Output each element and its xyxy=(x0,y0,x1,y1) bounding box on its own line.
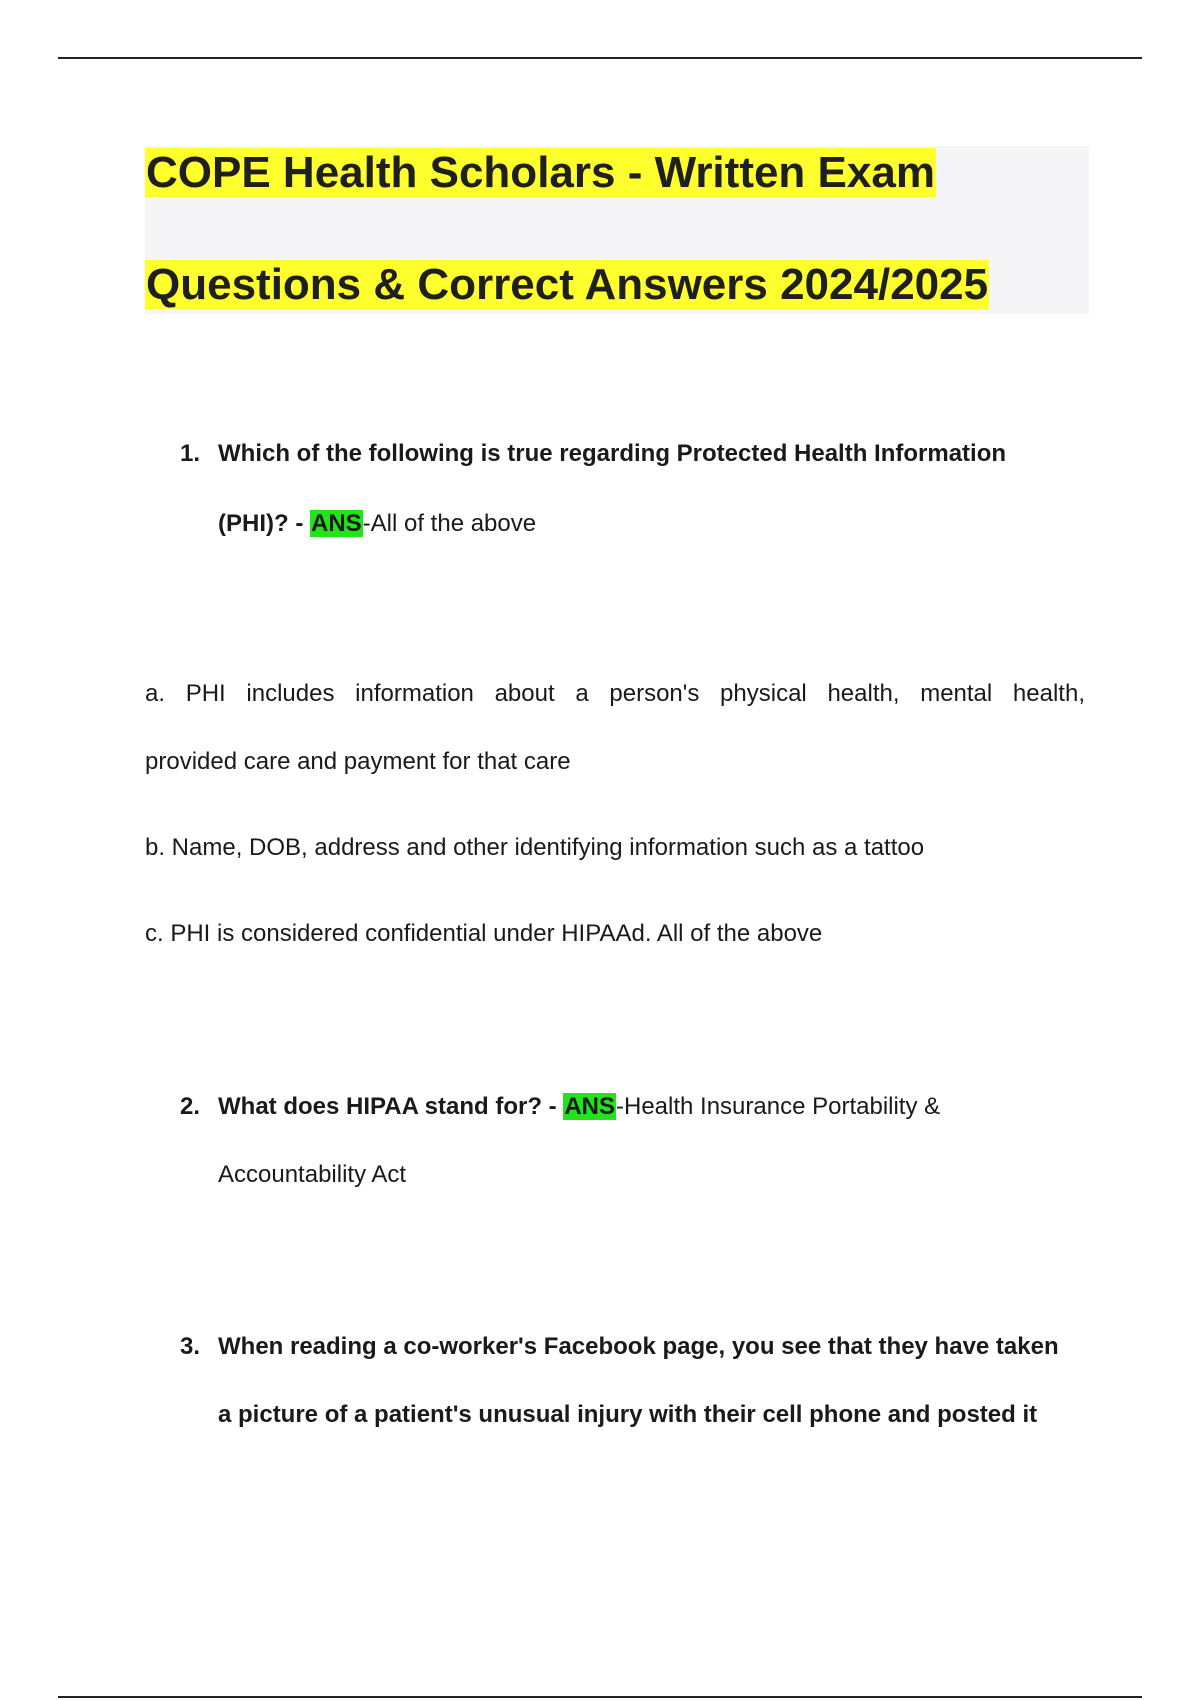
question-text-line-2: a picture of a patient's unusual injury with their cell phone and posted it xyxy=(218,1401,1038,1428)
ans-badge: ANS xyxy=(564,1093,615,1120)
question-number: 2. xyxy=(180,1093,201,1120)
document-title-line-1: COPE Health Scholars - Written Exam xyxy=(146,148,935,197)
document-title-line-2: Questions & Correct Answers 2024/2025 xyxy=(146,260,989,309)
question-number: 1. xyxy=(180,440,201,467)
question-text: What does HIPAA stand for? - xyxy=(218,1093,564,1120)
ans-badge: ANS xyxy=(310,510,362,537)
question-text-line-1: Which of the following is true regarding Protected Health Information xyxy=(218,440,1007,467)
option-b: b. Name, DOB, address and other identifying information such as a tattoo xyxy=(145,834,925,861)
question-text-line-1 xyxy=(218,1093,940,1121)
question-text-line-1: When reading a co-worker's Facebook page, you see that they have taken xyxy=(218,1333,1059,1360)
answer-text-line-2: Accountability Act xyxy=(218,1161,407,1188)
answer-text: -All of the above xyxy=(362,510,537,537)
answer-text: -Health Insurance Portability & xyxy=(616,1093,941,1120)
option-a-line-1: a. PHI includes information about a person's physical health, mental health, xyxy=(145,680,1085,707)
header-rule xyxy=(58,57,1142,59)
question-number: 3. xyxy=(180,1333,201,1360)
option-c: c. PHI is considered confidential under HIPAAd. All of the above xyxy=(145,920,823,947)
question-text: (PHI)? - xyxy=(218,510,310,537)
question-text-line-2 xyxy=(218,510,536,538)
option-a-line-2: provided care and payment for that care xyxy=(145,748,571,775)
footer-rule xyxy=(58,1696,1142,1698)
